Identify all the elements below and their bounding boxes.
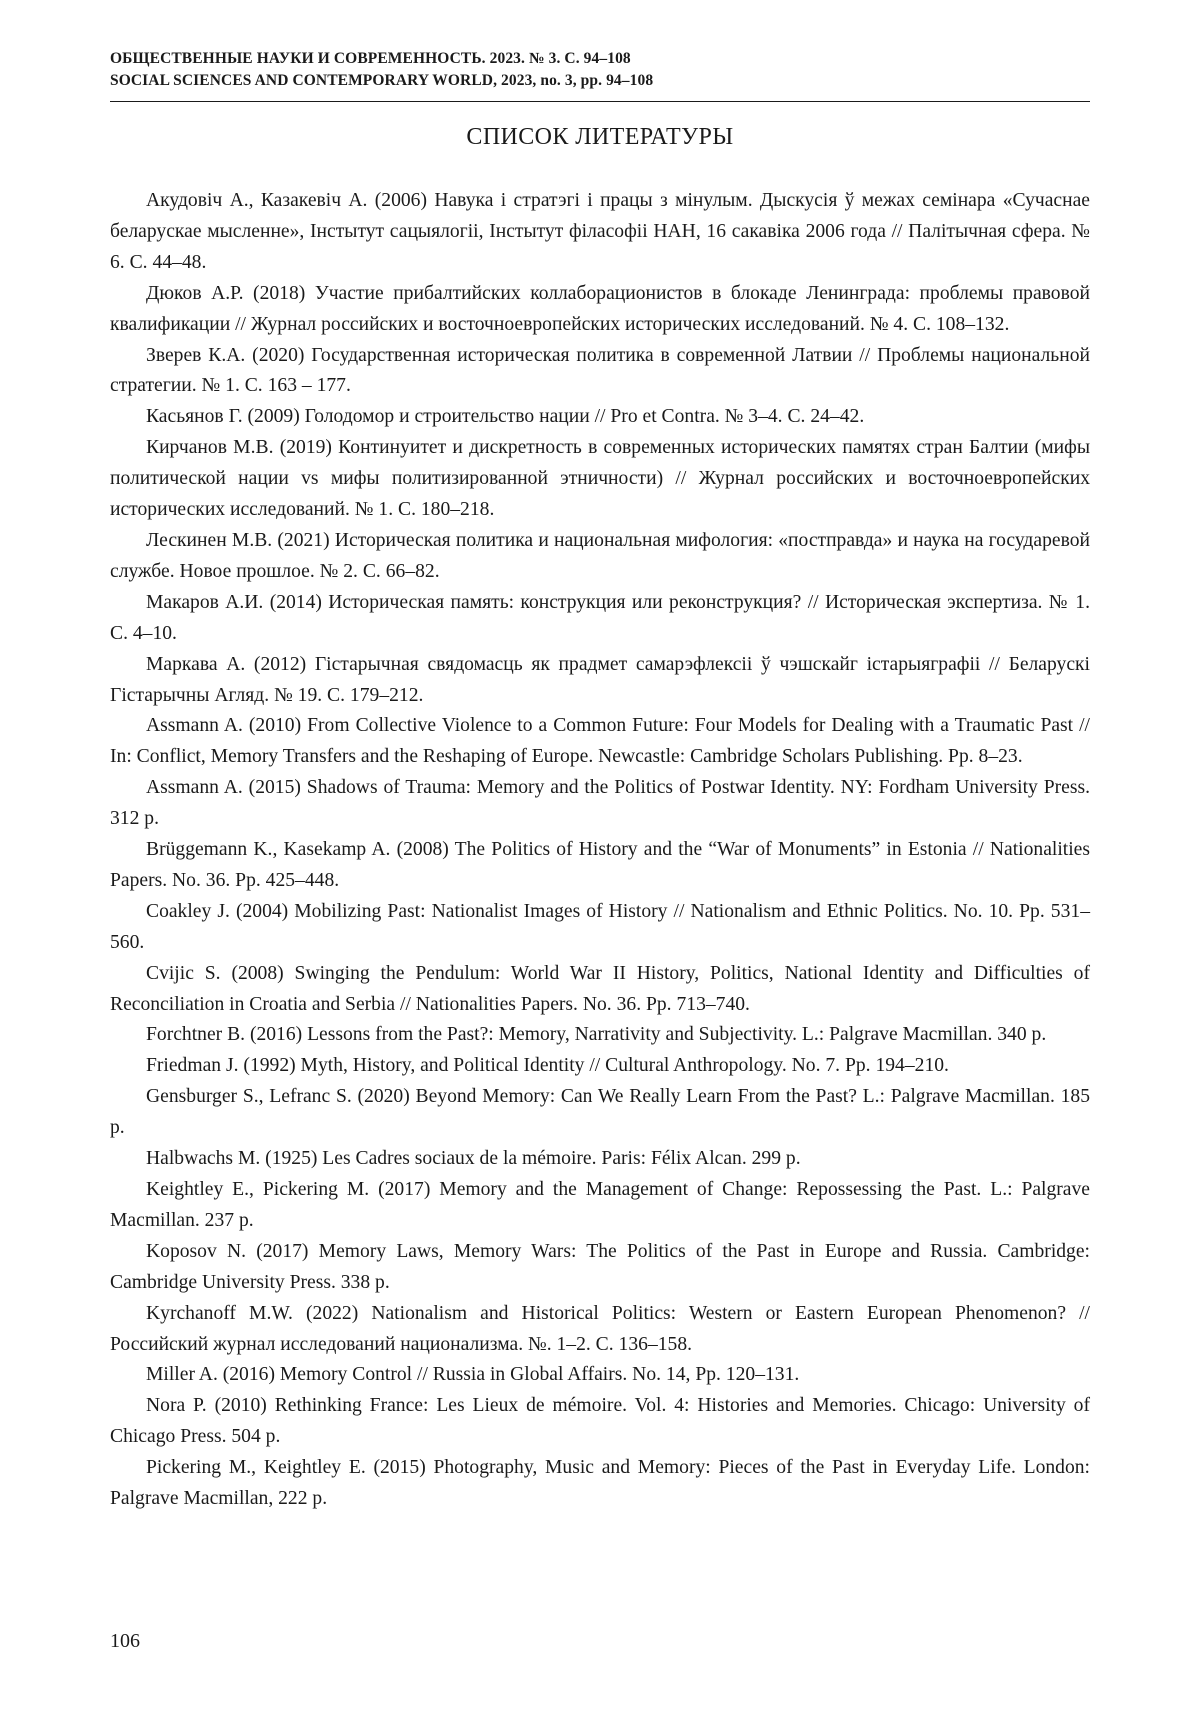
header-divider (110, 101, 1090, 102)
running-head (110, 48, 1090, 92)
reference-item: Дюков А.Р. (2018) Участие прибалтийских коллаборационистов в блокаде Ленинграда: проблемы правовой квалификации // Журнал российских и восточноевропейских исторических исследований. № 4. С. 108–132. (110, 282, 1090, 335)
reference-item: Cvijic S. (2008) Swinging the Pendulum: World War II History, Politics, National Identity and Difficulties of Reconciliation in Croatia and Serbia // Nationalities Papers. No. 36. Pp. 713–740. (110, 962, 1090, 1015)
reference-item: Nora P. (2010) Rethinking France: Les Lieux de mémoire. Vol. 4: Histories and Memories. Chicago: University of Chicago Press. 504 p. (110, 1395, 1090, 1448)
reference-item: Зверев К.А. (2020) Государственная историческая политика в современной Латвии // Проблемы национальной стратегии. № 1. С. 163 – 177. (110, 344, 1090, 397)
journal-page (110, 0, 1090, 1710)
running-head-russian: ОБЩЕСТВЕННЫЕ НАУКИ И СОВРЕМЕННОСТЬ. 2023. № 3. С. 94–108 (110, 50, 631, 67)
reference-item: Keightley E., Pickering M. (2017) Memory and the Management of Change: Repossessing the Past. L.: Palgrave Macmillan. 237 p. (110, 1179, 1090, 1231)
running-head-english: SOCIAL SCIENCES AND CONTEMPORARY WORLD, 2023, no. 3, pp. 94–108 (110, 72, 654, 89)
reference-item: Gensburger S., Lefranc S. (2020) Beyond Memory: Can We Really Learn From the Past? L.: Palgrave Macmillan. 185 p. (110, 1086, 1090, 1139)
reference-item: Miller A. (2016) Memory Control // Russia in Global Affairs. No. 14, Pp. 120–131. (146, 1364, 800, 1386)
reference-item: Касьянов Г. (2009) Голодомор и строительство нации // Pro et Contra. № 3–4. С. 24–42. (146, 406, 865, 428)
section-title: СПИСОК ЛИТЕРАТУРЫ (466, 124, 734, 150)
reference-item: Kyrchanoff M.W. (2022) Nationalism and Historical Politics: Western or Eastern European Phenomenon? // Российский журнал исследований национализма. №. 1–2. С. 136–158. (110, 1302, 1090, 1355)
reference-item: Лескинен М.В. (2021) Историческая политика и национальная мифология: «постправда» и наука на государевой службе. Новое прошлое. № 2. С. 66–82. (110, 529, 1090, 582)
page-number: 106 (110, 1630, 140, 1652)
reference-item: Koposov N. (2017) Memory Laws, Memory Wars: The Politics of the Past in Europe and Russia. Cambridge: Cambridge University Press. 338 p. (110, 1240, 1090, 1293)
reference-item: Pickering M., Keightley E. (2015) Photography, Music and Memory: Pieces of the Past in Everyday Life. London: Palgrave Macmillan, 222 p. (110, 1457, 1090, 1510)
reference-item: Brüggemann K., Kasekamp A. (2008) The Politics of History and the “War of Monuments” in Estonia // Nationalities Papers. No. 36. Pp. 425–448. (110, 839, 1090, 891)
reference-item: Кирчанов М.В. (2019) Континуитет и дискретность в современных исторических памятях стран Балтии (мифы политической нации vs мифы политизированной этничности) // Журнал российских и восточноевропейских исторических исследований. № 1. С. 180–218. (110, 437, 1090, 521)
reference-item: Halbwachs M. (1925) Les Cadres sociaux de la mémoire. Paris: Félix Alcan. 299 p. (146, 1148, 801, 1170)
reference-list (110, 186, 1090, 1515)
reference-item: Акудовіч А., Казакевіч А. (2006) Навука і стратэгі і працы з мінулым. Дыскусія ў межах семінара «Сучаснае беларускае мысленне», Інстытут сацыялогіі, Інстытут філасофіі НАН, 16 сакавіка 2006 года // Палітычная сфера. № 6. С. 44–48. (110, 190, 1090, 273)
reference-item: Assmann A. (2010) From Collective Violence to a Common Future: Four Models for Dealing with a Traumatic Past // In: Conflict, Memory Transfers and the Reshaping of Europe. Newcastle: Cambridge Scholars Publishing. Pp. 8–23. (110, 715, 1090, 768)
reference-item: Макаров А.И. (2014) Историческая память: конструкция или реконструкция? // Историческая экспертиза. № 1. С. 4–10. (110, 591, 1090, 644)
reference-item: Маркава А. (2012) Гістарычная свядомасць як прадмет самарэфлексіі ў чэшскайг істарыяграфіі // Беларускі Гістарычны Агляд. № 19. С. 179–212. (110, 653, 1090, 706)
reference-item: Coakley J. (2004) Mobilizing Past: Nationalist Images of History // Nationalism and Ethnic Politics. No. 10. Pp. 531–560. (110, 900, 1090, 953)
reference-item: Forchtner B. (2016) Lessons from the Past?: Memory, Narrativity and Subjectivity. L.: Palgrave Macmillan. 340 p. (146, 1024, 1047, 1046)
reference-item: Assmann A. (2015) Shadows of Trauma: Memory and the Politics of Postwar Identity. NY: Fordham University Press. 312 p. (110, 777, 1090, 830)
reference-item: Friedman J. (1992) Myth, History, and Political Identity // Cultural Anthropology. No. 7. Pp. 194–210. (146, 1055, 949, 1077)
